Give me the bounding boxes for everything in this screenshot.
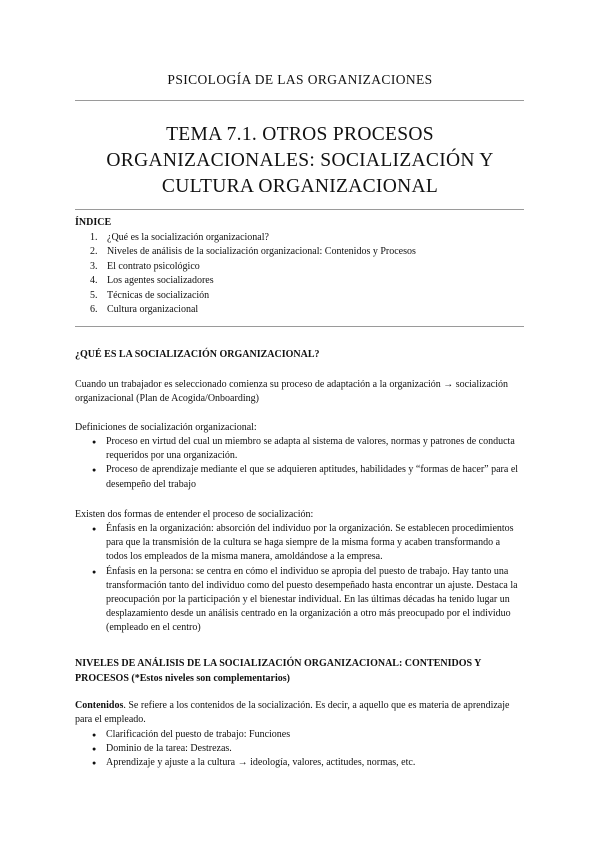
- section1-heading: ¿QUÉ ES LA SOCIALIZACIÓN ORGANIZACIONAL?: [75, 349, 320, 360]
- title-line-3: CULTURA ORGANIZACIONAL: [161, 176, 439, 197]
- document-title: [60, 122, 540, 200]
- list-item: ● Proceso en virtud del cual un miembro se adapta al sistema de valores, normas y patrones de conducta requeridos por una organización.: [92, 435, 524, 463]
- index-item[interactable]: 5. Técnicas de socialización: [90, 289, 210, 301]
- contenidos-paragraph: [75, 699, 525, 727]
- list-item: ● Aprendizaje y ajuste a la cultura → ideología, valores, actitudes, normas, etc.: [92, 756, 524, 770]
- list-item: ● Proceso de aprendizaje mediante el que se adquieren aptitudes, habilidades y “formas de hacer” para el desempeño del trabajo: [92, 463, 524, 491]
- forms-list: [92, 522, 524, 636]
- title-line-1: TEMA 7.1. OTROS PROCESOS: [166, 124, 434, 145]
- contenidos-list: [92, 728, 524, 771]
- definitions-list: [92, 435, 524, 492]
- section2-heading: NIVELES DE ANÁLISIS DE LA SOCIALIZACIÓN ORGANIZACIONAL: CONTENIDOS Y PROCESOS (*Estos niveles son complementarios): [75, 658, 482, 684]
- list-item: ● Énfasis en la persona: se centra en cómo el individuo se apropia del puesto de trabajo. Hay tanto una transformación tanto del individuo como del puesto desempeñado hasta encontrar un ajuste. Destaca la preocupación por la participación y el bienestar individual. En las últimas décadas ha tenido lugar un desplazamiento desde un análisis centrado en la organización a otro más preocupado por el individuo (empleado en el centro): [92, 565, 524, 636]
- index-item[interactable]: 4. Los agentes socializadores: [90, 275, 214, 287]
- list-item: ● Énfasis en la organización: absorción del individuo por la organización. Se establecen procedimientos para que la transmisión de la cultura se haga siempre de la misma forma y acaben transformando a todos los empleados de la misma manera, amoldándose a la empresa.: [92, 522, 524, 565]
- index-divider: [75, 326, 524, 327]
- running-header: PSICOLOGÍA DE LAS ORGANIZACIONES: [167, 72, 433, 87]
- list-item: ● Clarificación del puesto de trabajo: Funciones: [92, 728, 524, 742]
- title-line-2: ORGANIZACIONALES: SOCIALIZACIÓN Y: [106, 150, 494, 171]
- header-divider: [75, 100, 524, 101]
- definitions-label: Definiciones de socialización organizacional:: [75, 422, 257, 433]
- contenidos-label: Contenidos: [75, 700, 124, 711]
- index-list: [90, 231, 416, 317]
- list-item: ● Dominio de la tarea: Destrezas.: [92, 742, 524, 756]
- contenidos-text: . Se refiere a los contenidos de la socialización. Es decir, a aquello que es materia de aprendizaje para el empleado.: [75, 700, 510, 726]
- section1-intro: Cuando un trabajador es seleccionado comienza su proceso de adaptación a la organización → socialización organizacional (Plan de Acogida/Onboarding): [75, 379, 508, 405]
- index-item[interactable]: 2. Niveles de análisis de la socialización organizacional: Contenidos y Procesos: [90, 246, 416, 258]
- index-heading: ÍNDICE: [75, 217, 112, 228]
- forms-label: Existen dos formas de entender el proceso de socialización:: [75, 509, 314, 520]
- index-item[interactable]: 1. ¿Qué es la socialización organizacional?: [90, 232, 269, 243]
- index-item[interactable]: 6. Cultura organizacional: [90, 304, 199, 316]
- title-divider: [75, 209, 524, 210]
- index-item[interactable]: 3. El contrato psicológico: [90, 260, 200, 272]
